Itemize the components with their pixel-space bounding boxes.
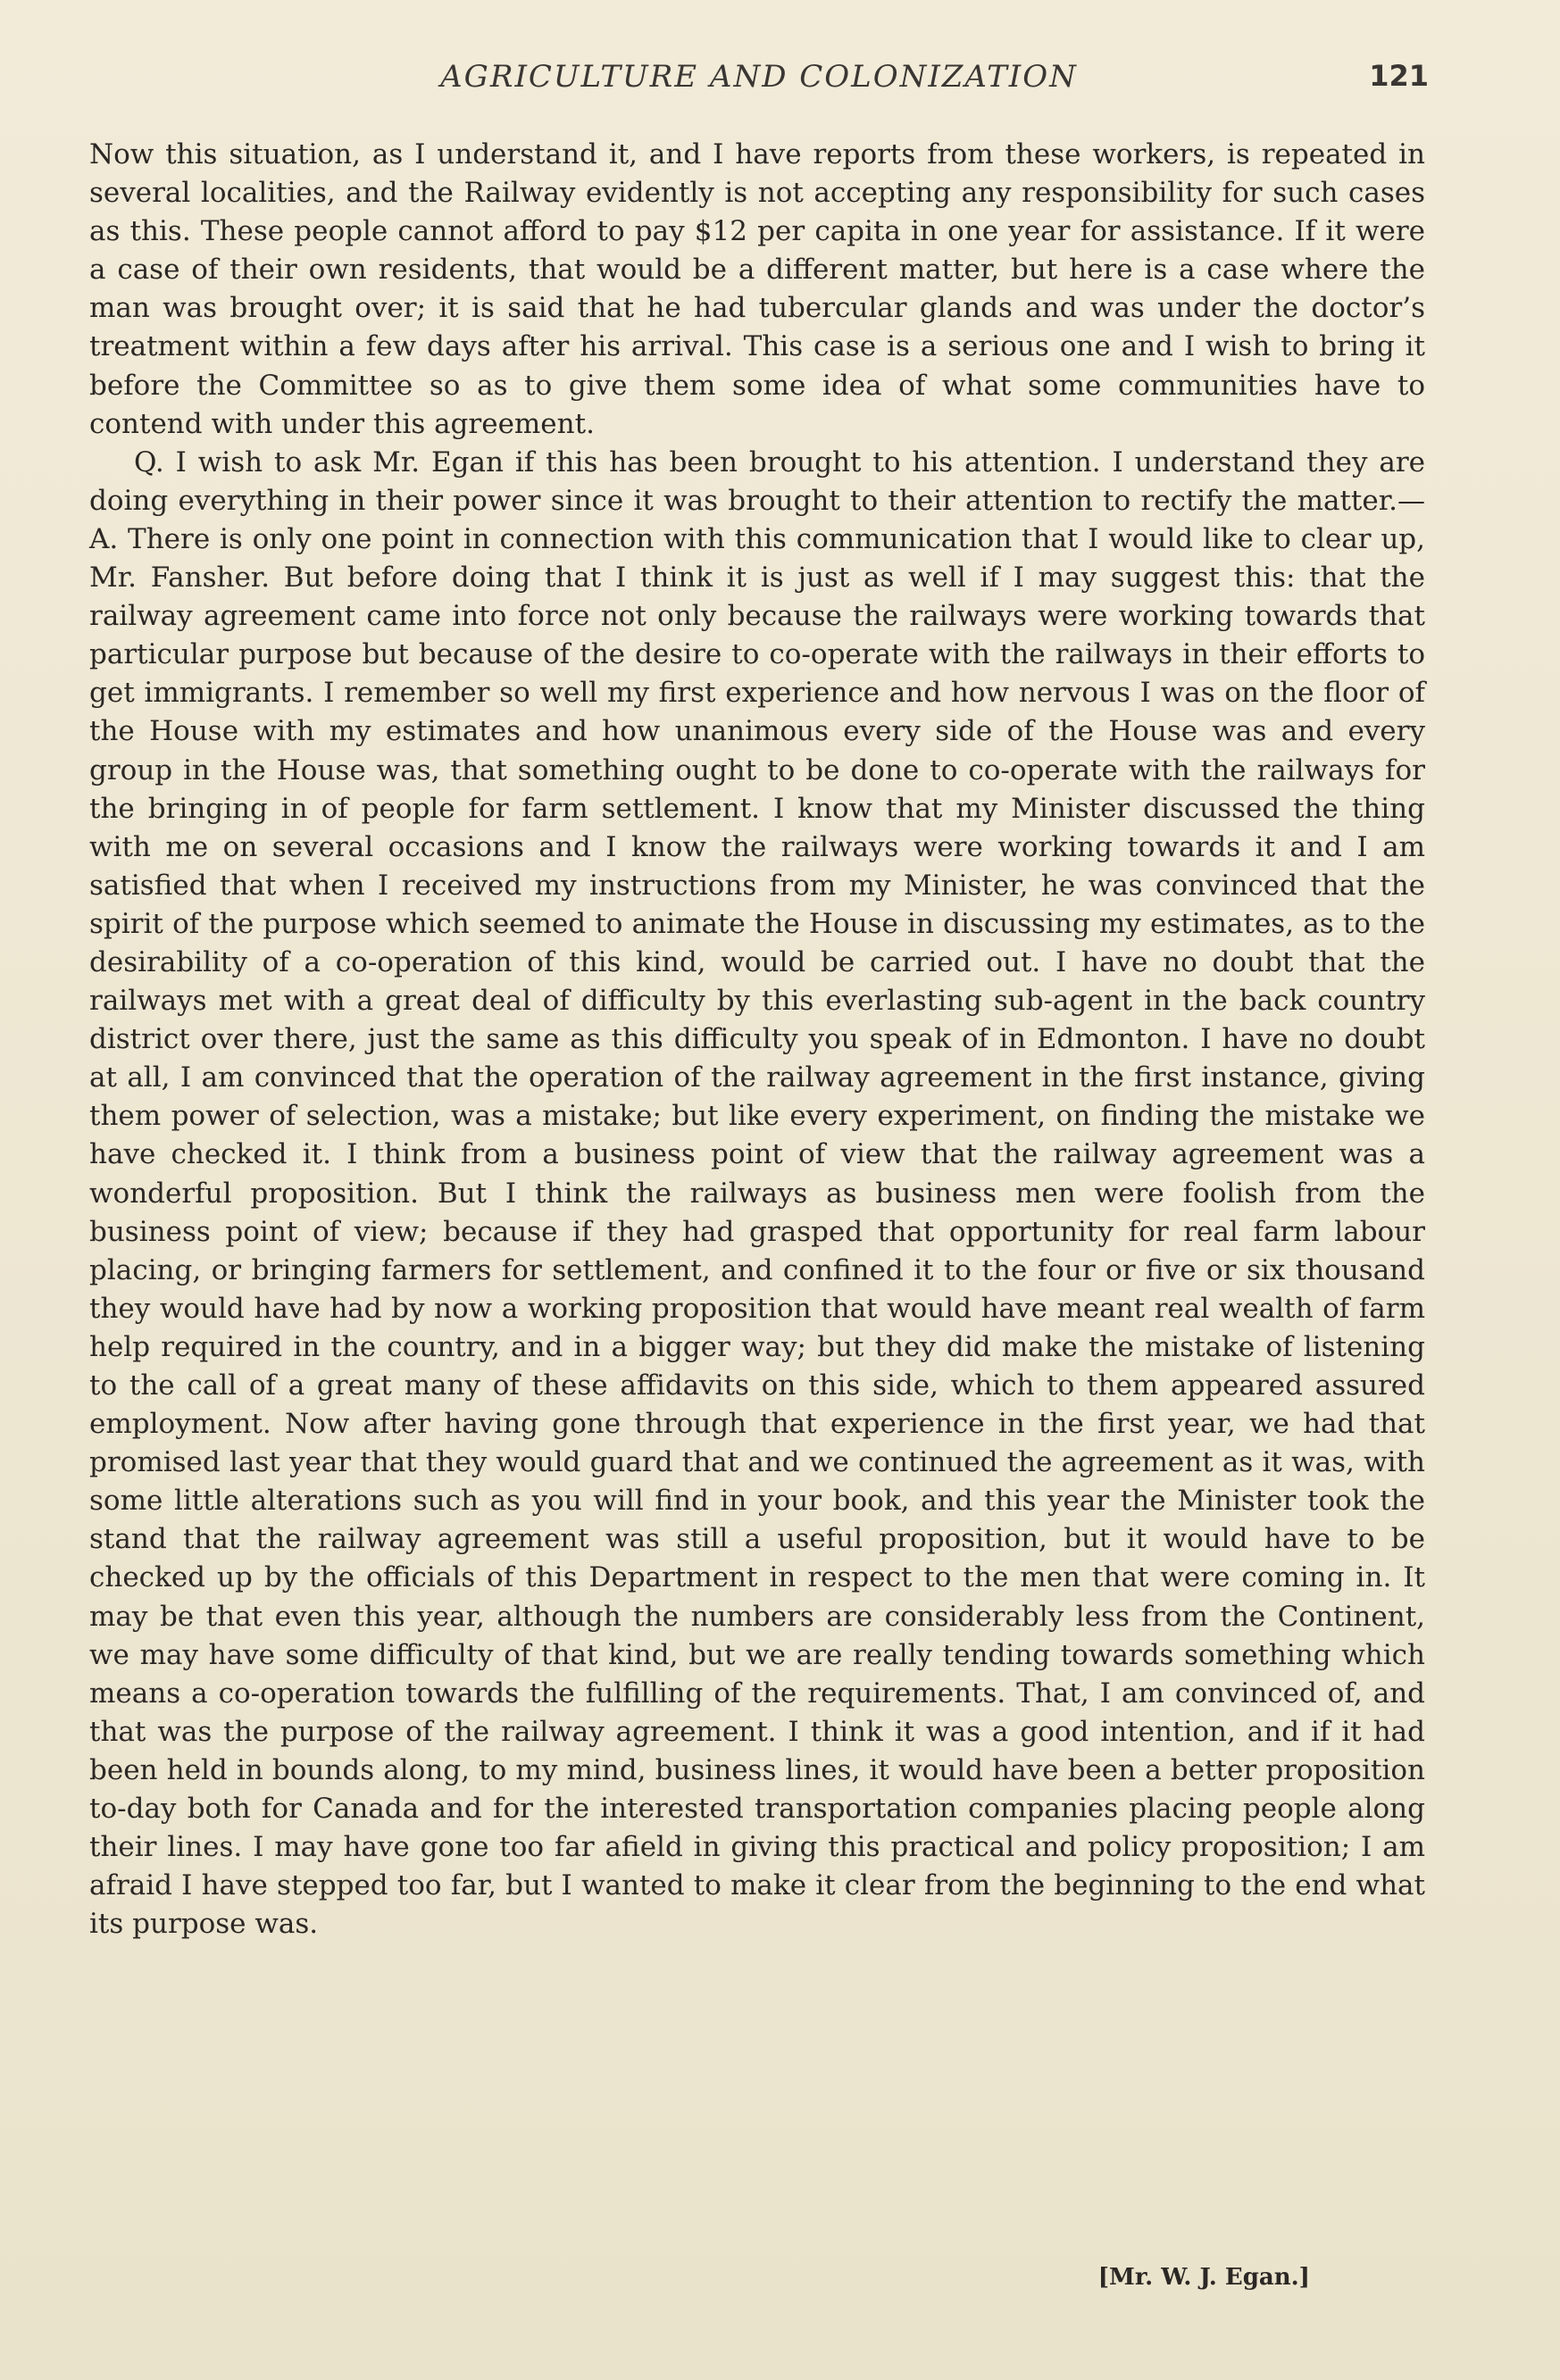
speaker-attribution: [Mr. W. J. Egan.] bbox=[1097, 2264, 1310, 2291]
paragraph: Now this situation, as I understand it, and I have reports from these workers, is repeated in several localities, and the Railway evidently is not accepting any responsibility for such cases as this. These people cannot afford to pay $12 per capita in one year for assistance. If it were a case of their own residents, that would be a different matter, but here is a case where the man was brought over; it is said that he had tubercular glands and was under the doctor’s treatment within a few days after his arrival. This case is a serious one and I wish to bring it before the Committee so as to give them some idea of what some communities have to contend with under this agreement. bbox=[89, 138, 1425, 440]
page-header bbox=[89, 59, 1429, 104]
paragraph: Q. I wish to ask Mr. Egan if this has been brought to his attention. I understand they are doing everything in their power since it was brought to their attention to rectify the matter.—A. There is only one point in connection with this communication that I would like to clear up, Mr. Fansher. But before doing that I think it is just as well if I may suggest this: that the railway agreement came into force not only because the railways were working towards that particular purpose but because of the desire to co-operate with the railways in their efforts to get immigrants. I remember so well my first experience and how nervous I was on the floor of the House with my estimates and how unanimous every side of the House was and every group in the House was, that something ought to be done to co-operate with the railways for the bringing in of people for farm settlement. I know that my Minister discussed the thing with me on several occasions and I know the railways were working towards it and I am satisfied that when I received my instructions from my Minister, he was convinced that the spirit of the purpose which seemed to animate the House in discussing my estimates, as to the desirability of a co-operation of this kind, would be carried out. I have no doubt that the railways met with a great deal of difficulty by this everlasting sub-agent in the back country district over there, just the same as this difficulty you speak of in Edmonton. I have no doubt at all, I am convinced that the operation of the railway agreement in the first instance, giving them power of selection, was a mistake; but like every experiment, on finding the mistake we have checked it. I think from a business point of view that the railway agreement was a wonderful proposition. But I think the railways as business men were foolish from the business point of view; because if they had grasped that opportunity for real farm labour placing, or bringing farmers for settlement, and confined it to the four or five or six thousand they would have had by now a working proposition that would have meant real wealth of farm help required in the country, and in a bigger way; but they did make the mistake of listening to the call of a great many of these affidavits on this side, which to them appeared assured employment. Now after having gone through that experience in the first year, we had that promised last year that they would guard that and we continued the agreement as it was, with some little alterations such as you will find in your book, and this year the Minister took the stand that the railway agreement was still a useful proposition, but it would have to be checked up by the officials of this Department in respect to the men that were coming in. It may be that even this year, although the numbers are considerably less from the Continent, we may have some difficulty of that kind, but we are really tending towards something which means a co-operation towards the fulfilling of the requirements. That, I am convinced of, and that was the purpose of the railway agreement. I think it was a good intention, and if it had been held in bounds along, to my mind, business lines, it would have been a better proposition to-day both for Canada and for the interested transportation companies placing people along their lines. I may have gone too far afield in giving this practical and policy proposition; I am afraid I have stepped too far, but I wanted to make it clear from the beginning to the end what its purpose was. bbox=[89, 445, 1425, 1941]
body-text bbox=[89, 136, 1425, 1943]
page-number: 121 bbox=[1369, 59, 1429, 93]
running-title: AGRICULTURE AND COLONIZATION bbox=[440, 59, 1078, 95]
